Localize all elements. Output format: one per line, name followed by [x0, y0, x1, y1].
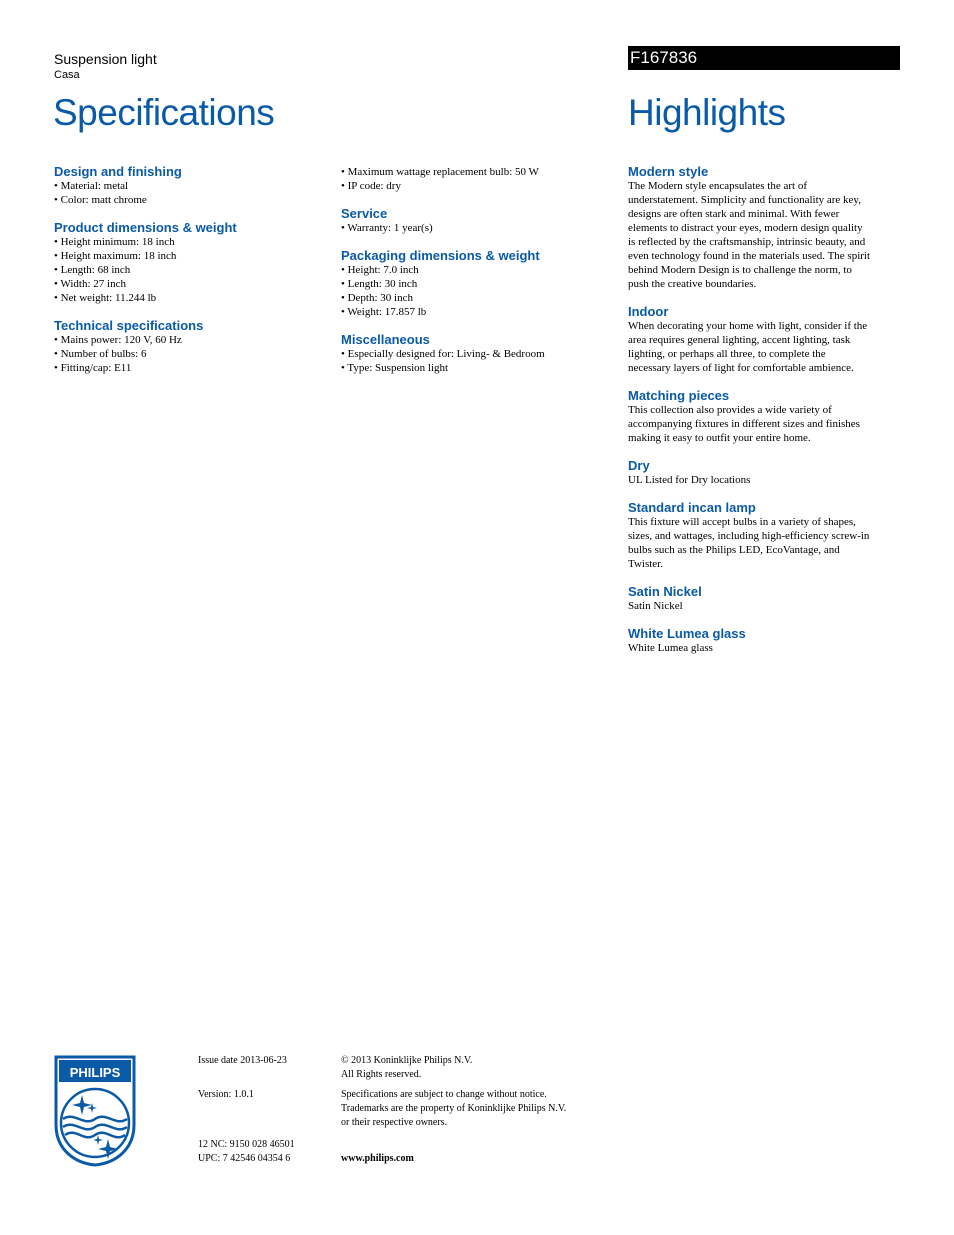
- version: Version: 1.0.1: [198, 1089, 254, 1100]
- spec-item: • Depth: 30 inch: [341, 291, 611, 305]
- spec-section: [341, 207, 611, 235]
- highlight-section: [628, 459, 900, 487]
- highlight-section: [628, 585, 900, 613]
- highlight-line: UL Listed for Dry locations: [628, 474, 751, 486]
- spec-section: [54, 221, 324, 305]
- spec-item: • Length: 30 inch: [341, 277, 611, 291]
- spec-item: • Maximum wattage replacement bulb: 50 W: [341, 165, 611, 179]
- spec-item: • Warranty: 1 year(s): [341, 221, 611, 235]
- highlight-line: The Modern style encapsulates the art of: [628, 180, 807, 192]
- spec-section-heading: Service: [341, 206, 388, 221]
- highlight-heading: White Lumea glass: [628, 626, 746, 641]
- highlight-body: [628, 599, 900, 613]
- highlight-body: [628, 319, 900, 375]
- upc: UPC: 7 42546 04354 6: [198, 1153, 291, 1164]
- highlight-heading: Indoor: [628, 304, 669, 319]
- spec-item: • Height maximum: 18 inch: [54, 249, 324, 263]
- spec-item: • Material: metal: [54, 179, 324, 193]
- product-type: Suspension light: [54, 51, 157, 67]
- highlight-body: [628, 403, 900, 445]
- specs-column-2: [341, 165, 611, 389]
- rights: All Rights reserved.: [341, 1069, 422, 1080]
- spec-item: • Especially designed for: Living- & Bedroom: [341, 347, 611, 361]
- spec-section: [341, 333, 611, 375]
- highlight-line: necessary layers of light for comfortable ambience.: [628, 362, 854, 374]
- spec-item: • Number of bulbs: 6: [54, 347, 324, 361]
- website-link[interactable]: www.philips.com: [341, 1153, 414, 1164]
- philips-shield-logo: [54, 1055, 136, 1167]
- notice-line: Specifications are subject to change without notice.: [341, 1089, 547, 1100]
- spec-item: • Net weight: 11.244 lb: [54, 291, 324, 305]
- highlight-heading: Satin Nickel: [628, 584, 702, 599]
- highlight-heading: Matching pieces: [628, 388, 730, 403]
- highlight-line: Twister.: [628, 558, 663, 570]
- notice-line: or their respective owners.: [341, 1117, 448, 1128]
- highlight-line: elements to distract your eyes, modern design quality: [628, 222, 863, 234]
- twelve-nc: 12 NC: 9150 028 46501: [198, 1139, 295, 1150]
- copyright: © 2013 Koninklijke Philips N.V.: [341, 1055, 473, 1066]
- highlight-body: [628, 179, 900, 291]
- specifications-title: Specifications: [53, 92, 275, 133]
- highlight-line: sizes, and wattages, including high-efficiency screw-in: [628, 530, 870, 542]
- spec-section: [54, 319, 324, 375]
- spec-section-heading: Design and finishing: [54, 164, 182, 179]
- spec-section: [54, 165, 324, 207]
- highlight-section: [628, 389, 900, 445]
- spec-item: • Color: matt chrome: [54, 193, 324, 207]
- highlight-line: designs are often stark and minimal. With fewer: [628, 208, 840, 220]
- highlight-line: This collection also provides a wide variety of: [628, 404, 832, 416]
- highlight-line: behind Modern Design is to challenge the norm, to: [628, 264, 852, 276]
- spec-section-heading: Technical specifications: [54, 318, 204, 333]
- spec-item: • Height: 7.0 inch: [341, 263, 611, 277]
- highlight-line: White Lumea glass: [628, 642, 713, 654]
- notice-line: Trademarks are the property of Koninklijke Philips N.V.: [341, 1103, 567, 1114]
- highlight-line: Satin Nickel: [628, 600, 683, 612]
- highlight-line: area requires general lighting, accent lighting, task: [628, 334, 851, 346]
- highlight-line: When decorating your home with light, consider if the: [628, 320, 868, 332]
- highlight-body: [628, 641, 900, 655]
- highlight-section: [628, 305, 900, 375]
- highlight-line: making it easy to outfit your entire home.: [628, 432, 811, 444]
- highlight-heading: Dry: [628, 458, 650, 473]
- spec-item: • Height minimum: 18 inch: [54, 235, 324, 249]
- highlight-section: [628, 165, 900, 291]
- highlight-heading: Modern style: [628, 164, 709, 179]
- spec-section-heading: Miscellaneous: [341, 332, 430, 347]
- highlight-section: [628, 627, 900, 655]
- spec-section-heading: Packaging dimensions & weight: [341, 248, 540, 263]
- product-code-bar: F167836: [628, 46, 900, 70]
- logo-wordmark: PHILIPS: [69, 1065, 121, 1080]
- spec-section-continued: [341, 165, 611, 193]
- highlight-line: lighting, or perhaps all three, to complete the: [628, 348, 826, 360]
- highlight-body: [628, 473, 900, 487]
- highlight-heading: Standard incan lamp: [628, 500, 756, 515]
- highlight-body: [628, 515, 900, 571]
- spec-item: • Type: Suspension light: [341, 361, 611, 375]
- spec-item: • IP code: dry: [341, 179, 611, 193]
- product-subtitle: Casa: [54, 69, 80, 81]
- spec-section: [341, 249, 611, 319]
- spec-section-heading: Product dimensions & weight: [54, 220, 237, 235]
- highlight-line: This fixture will accept bulbs in a variety of shapes,: [628, 516, 856, 528]
- highlight-line: push the creative boundaries.: [628, 278, 757, 290]
- spec-item: • Fitting/cap: E11: [54, 361, 324, 375]
- highlight-line: is reflected by the craftsmanship, intrinsic beauty, and: [628, 236, 866, 248]
- issue-date: Issue date 2013-06-23: [198, 1055, 287, 1066]
- spec-item: • Width: 27 inch: [54, 277, 324, 291]
- spec-item: • Mains power: 120 V, 60 Hz: [54, 333, 324, 347]
- highlight-section: [628, 501, 900, 571]
- highlights-title: Highlights: [628, 92, 786, 133]
- highlights-column: [628, 165, 900, 669]
- specs-column-1: [54, 165, 324, 389]
- spec-item: • Length: 68 inch: [54, 263, 324, 277]
- highlight-line: understatement. Simplicity and functionality are key,: [628, 194, 861, 206]
- highlight-line: even technology found in the materials used. The spirit: [628, 250, 871, 262]
- spec-item: • Weight: 17.857 lb: [341, 305, 611, 319]
- highlight-line: accompanying fixtures in different sizes and finishes: [628, 418, 860, 430]
- highlight-line: bulbs such as the Philips LED, EcoVantage, and: [628, 544, 840, 556]
